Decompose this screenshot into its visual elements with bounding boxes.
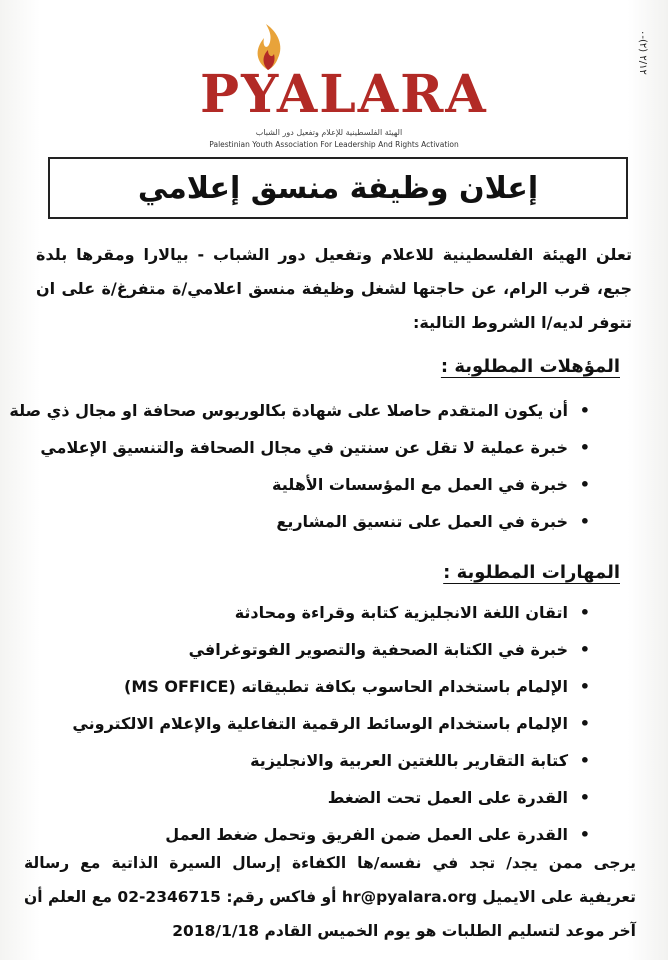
skills-heading: المهارات المطلوبة : [443,562,620,583]
reference-number: ٢/١٢ (٢)-٠ [637,30,648,75]
list-item: • خبرة عملية لا تقل عن سنتين في مجال الصحافة والتنسيق الإعلامي [30,429,590,466]
logo-english-subtitle: Palestinian Youth Association For Leadership And Rights Activation [209,140,459,149]
list-item: • القدرة على العمل ضمن الفريق وتحمل ضغط العمل [30,816,590,853]
application-instructions [24,846,636,948]
page-title: إعلان وظيفة منسق إعلامي [137,170,539,206]
list-item: • الإلمام باستخدام الحاسوب بكافة تطبيقاته (MS OFFICE) [30,668,590,705]
title-box [48,157,628,219]
fax-number: 02-2346715 [117,888,221,906]
logo-arabic-subtitle: الهيئة الفلسطينية للإعلام وتفعيل دور الشباب [255,128,403,137]
list-item: • خبرة في العمل مع المؤسسات الأهلية [30,466,590,503]
pyalara-logo [198,22,488,149]
logo-wordmark: PYALARA [200,64,488,125]
list-item: • خبرة في العمل على تنسيق المشاريع [30,503,590,540]
skills-list [30,594,590,853]
instructions-text-2: أو فاكس رقم: [226,888,337,906]
list-item: • اتقان اللغة الانجليزية كتابة وقراءة ومحادثة [30,594,590,631]
intro-paragraph: تعلن الهيئة الفلسطينية للاعلام وتفعيل دور الشباب - بيالارا ومقرها بلدة جبع، قرب الرام، عن حاجتها لشغل وظيفة منسق اعلامي/ة متفرغ/ة على ان تتوفر لديه/ا الشروط التالية: [36,245,632,332]
deadline-date: 2018/1/18 [172,922,260,940]
list-item: • كتابة التقارير باللغتين العربية والانجليزية [30,742,590,779]
list-item: • الإلمام باستخدام الوسائط الرقمية التفاعلية والإعلام الالكتروني [30,705,590,742]
list-item: • أن يكون المتقدم حاصلا على شهادة بكالوريوس صحافة او مجال ذي صلة [30,392,590,429]
instructions-text-1: يرجى ممن يجد/ تجد في نفسه/ها الكفاءة إرسال السيرة الذاتية مع رسالة تعريفية على الايميل [24,854,636,906]
email-link[interactable]: hr@pyalara.org [341,888,477,906]
list-item: • القدرة على العمل تحت الضغط [30,779,590,816]
qualifications-heading: المؤهلات المطلوبة : [440,356,620,377]
list-item: • خبرة في الكتابة الصحفية والتصوير الفوتوغرافي [30,631,590,668]
qualifications-list [9,392,590,540]
instructions-text-3: مع العلم أن آخر موعد لتسليم الطلبات هو يوم الخميس القادم [24,888,636,940]
